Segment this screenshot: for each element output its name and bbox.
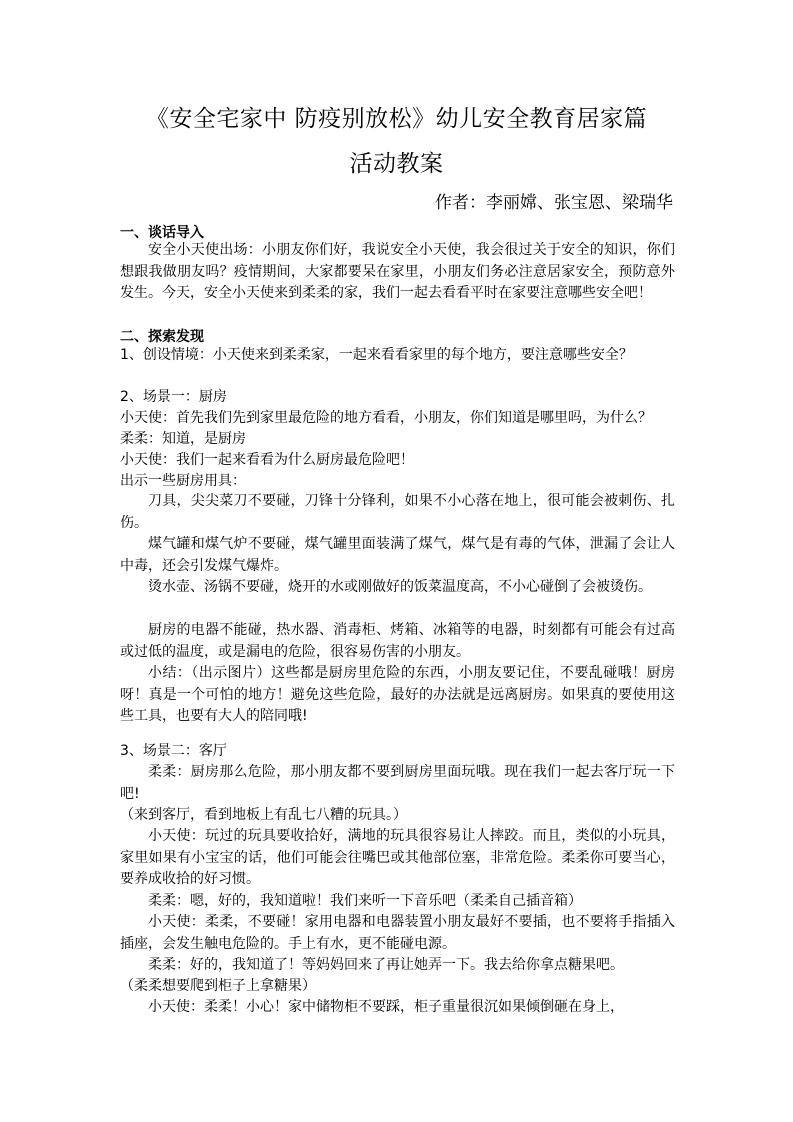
- kitchen-summary-paragraph: 小结：（出示图片）这些都是厨房里危险的东西，小朋友要记住，不要乱碰哦！厨房呀！真是一个可怕的地方！避免这些危险，最好的办法就是远离厨房。如果真的要使用这些工具，也要有大人的陪同哦!: [120, 665, 675, 724]
- scene-living-room-title: 3、场景二：客厅: [120, 743, 227, 759]
- dialogue-paragraph: 柔柔：厨房那么危险，那小朋友都不要到厨房里面玩哦。现在我们一起去客厅玩一下吧!: [120, 764, 675, 802]
- stage-direction: （柔柔想要爬到柜子上拿糖果）: [120, 978, 316, 994]
- scenario-setup: 1、创设情境：小天使来到柔柔家，一起来看看家里的每个地方，要注意哪些安全？: [120, 347, 633, 363]
- dialogue-paragraph: 柔柔：嗯，好的，我知道啦！我们来听一下音乐吧（柔柔自己插音箱）: [148, 893, 582, 909]
- dialogue-paragraph: 小天使：玩过的玩具要收拾好，满地的玩具很容易让人摔跤。而且，类似的小玩具，家里如果有小宝宝的话，他们可能会往嘴巴或其他部位塞，非常危险。柔柔你可要当心，要养成收拾的好习惯。: [120, 828, 675, 887]
- dialogue-line: 出示一些厨房用具：: [120, 473, 246, 489]
- kitchen-gas-paragraph: 煤气罐和煤气炉不要碰，煤气罐里面装满了煤气，煤气是有毒的气体，泄漏了会让人中毒，还会引发煤气爆炸。: [120, 536, 675, 574]
- dialogue-line: 柔柔：知道，是厨房: [120, 431, 246, 447]
- dialogue-line: 小天使：首先我们先到家里最危险的地方看看，小朋友，你们知道是哪里吗，为什么？: [120, 410, 652, 426]
- dialogue-paragraph: 小天使：柔柔，不要碰！家用电器和电器装置小朋友最好不要插，也不要将手指插入插座，会发生触电危险的。手上有水，更不能碰电源。: [120, 914, 675, 952]
- kitchen-appliance-paragraph: 厨房的电器不能碰，热水器、消毒柜、烤箱、冰箱等的电器，时刻都有可能会有过高或过低的温度，或是漏电的危险，很容易伤害的小朋友。: [120, 622, 675, 660]
- document-title: 《安全宅家中 防疫别放松》幼儿安全教育居家篇: [145, 106, 648, 132]
- author-line: 作者：李丽嫦、张宝恩、梁瑞华: [435, 193, 673, 213]
- intro-paragraph: 安全小天使出场：小朋友你们好，我说安全小天使，我会很过关于安全的知识，你们想跟我做朋友吗？疫情期间，大家都要呆在家里，小朋友们务必注意居家安全，预防意外发生。今天，安全小天使来到柔柔的家，我们一起去看看平时在家要注意哪些安全吧！: [120, 242, 675, 301]
- kitchen-kettle-paragraph: 烫水壶、汤锅不要碰，烧开的水或刚做好的饭菜温度高，不小心碰倒了会被烫伤。: [148, 579, 652, 595]
- section-heading-intro: 一、谈话导入: [120, 225, 204, 241]
- section-heading-explore: 二、探索发现: [120, 329, 204, 345]
- stage-direction: （来到客厅，看到地板上有乱七八糟的玩具。）: [120, 807, 407, 823]
- dialogue-paragraph: 小天使：柔柔！小心！家中储物柜不要踩，柜子重量很沉如果倾倒砸在身上，: [148, 999, 624, 1015]
- document-subtitle: 活动教案: [349, 151, 444, 177]
- dialogue-line: 小天使：我们一起来看看为什么厨房最危险吧！: [120, 452, 414, 468]
- dialogue-paragraph: 柔柔：好的，我知道了！等妈妈回来了再让她弄一下。我去给你拿点糖果吧。: [148, 957, 624, 973]
- kitchen-knife-paragraph: 刀具，尖尖菜刀不要碰，刀锋十分锋利，如果不小心落在地上，很可能会被刺伤、扎伤。: [120, 493, 675, 531]
- scene-kitchen-title: 2、场景一：厨房: [120, 389, 227, 405]
